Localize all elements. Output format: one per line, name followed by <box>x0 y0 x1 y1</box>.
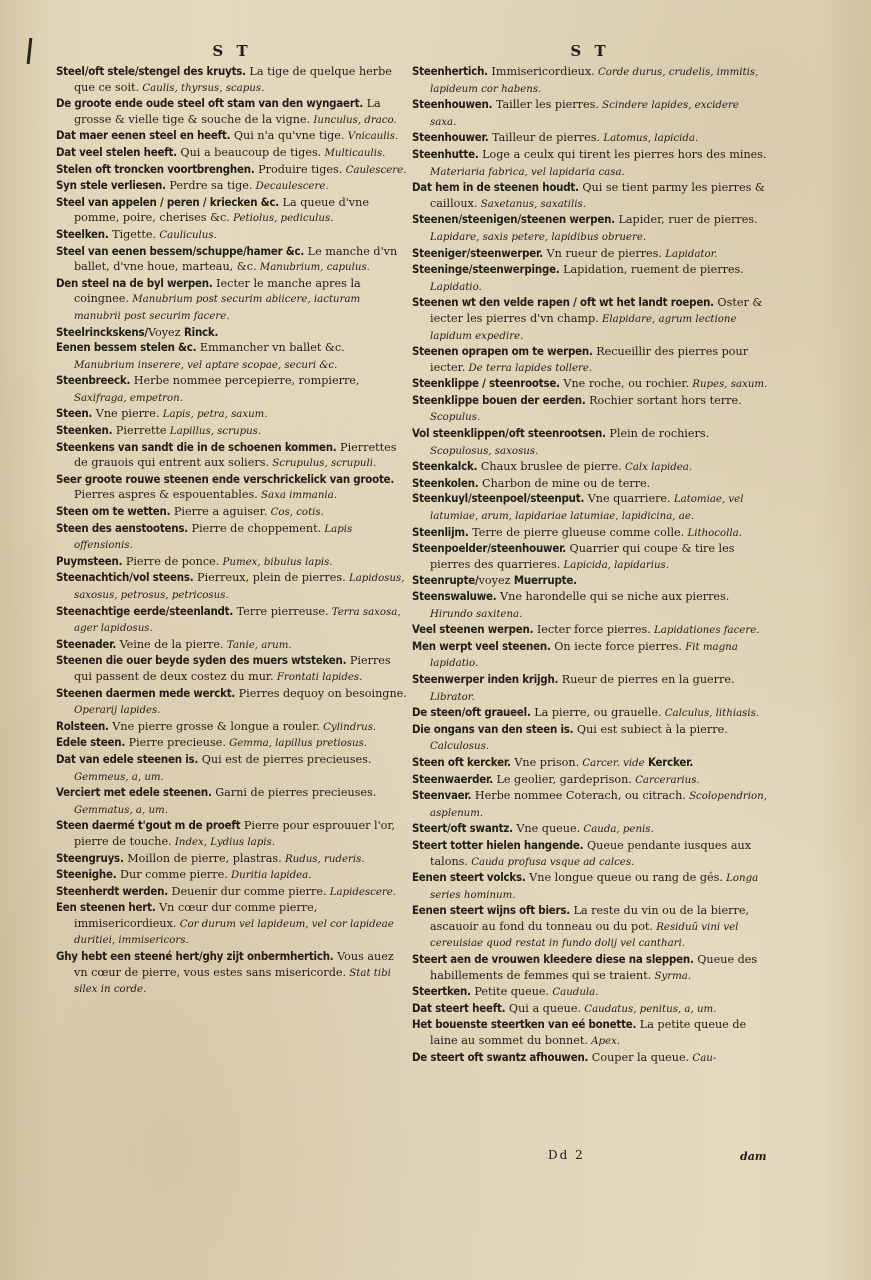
dictionary-entry <box>412 821 768 838</box>
headword: Veel steenen werpen. <box>412 622 534 637</box>
latin-gloss: Lapidosus, saxosus, petrosus, petricosus. <box>74 573 405 601</box>
latin-gloss: Scolopendrion, asplenum. <box>430 791 767 819</box>
headword: Steenen die ouer beyde syden des muers wtsteken. <box>56 653 347 668</box>
headword: Steenader. <box>56 636 117 651</box>
headword: Steenkolen. <box>412 475 479 490</box>
dictionary-entry <box>412 788 768 821</box>
headword: Steeninge/steenwerpinge. <box>412 262 560 277</box>
latin-gloss: Residuũ vini vel cereuisiae quod restat in fundo dolij vel canthari. <box>430 921 739 950</box>
french-gloss: Pierres aspres & espouentables. <box>74 488 258 502</box>
dictionary-entry <box>412 130 768 147</box>
headword: Steenhutte. <box>412 146 479 161</box>
headword: Den steel na de byl werpen. <box>56 275 213 290</box>
dictionary-entry <box>56 96 408 128</box>
latin-gloss: Latomus, lapicida. <box>600 133 699 145</box>
latin-gloss: Librator. <box>430 691 475 703</box>
reference-headword: Muerrupte. <box>510 573 577 588</box>
french-gloss: Lapider, ruer de pierres. <box>614 213 758 227</box>
french-gloss: Qui a queue. <box>505 1001 582 1015</box>
french-gloss: Pierrettes de grauois qui entrent aux soliers. <box>74 440 397 470</box>
french-gloss: Pierrette <box>112 424 167 438</box>
latin-gloss: Cau- <box>689 1052 717 1064</box>
latin-gloss: Saxa immania. <box>257 490 337 502</box>
headword: Syn stele verliesen. <box>56 178 166 193</box>
left-column <box>56 40 408 998</box>
dictionary-entry <box>56 423 408 440</box>
french-gloss: Loge a ceulx qui tirent les pierres hors des mines. <box>478 147 767 161</box>
french-gloss: Deuenir dur comme pierre. <box>167 884 327 898</box>
latin-gloss: Longa series hominum. <box>430 873 759 901</box>
headword: De groote ende oude steel oft stam van den wyngaert. <box>56 96 364 111</box>
french-gloss: Moillon de pierre, plastras. <box>123 851 282 865</box>
latin-gloss: Calx lapidea. <box>621 462 693 474</box>
dictionary-entry <box>412 147 768 180</box>
french-gloss: voyez <box>478 574 511 588</box>
french-gloss: Qui est subiect à la pierre. <box>573 722 728 736</box>
dictionary-entry <box>412 870 768 903</box>
latin-gloss: Gemmatus, a, um. <box>74 804 168 816</box>
dictionary-entry <box>412 246 768 263</box>
dictionary-entry <box>412 491 768 524</box>
dictionary-entry <box>56 504 408 521</box>
headword: Steenighe. <box>56 867 117 882</box>
dictionary-entry <box>56 785 408 818</box>
headword: Eenen steert wijns oft biers. <box>412 903 570 918</box>
headword: Eenen steert volcks. <box>412 870 526 885</box>
dictionary-entry <box>56 752 408 785</box>
latin-gloss: Cauliculus. <box>156 229 217 241</box>
latin-gloss: Duritia lapidea. <box>227 870 312 882</box>
latin-gloss: Saxetanus, saxatilis. <box>477 198 587 210</box>
dictionary-entry <box>412 589 768 622</box>
dictionary-entry <box>412 344 768 376</box>
latin-gloss: Lapillus, scrupus. <box>166 426 262 438</box>
headword: De steert oft swantz afhouwen. <box>412 1049 589 1064</box>
latin-gloss: Manubrium, capulus. <box>256 262 370 274</box>
headword: Steenvaer. <box>412 788 472 803</box>
headword: Steenklippe bouen der eerden. <box>412 392 586 407</box>
headword: Dat maer eenen steel en heeft. <box>56 128 231 143</box>
dictionary-entry <box>412 376 768 393</box>
dictionary-entry <box>412 622 768 639</box>
dictionary-entry <box>412 459 768 476</box>
headword: Steelrinckskens/ <box>56 324 148 339</box>
signature-mark: Dd 2 <box>548 1148 585 1162</box>
french-gloss: La pierre, ou grauelle. <box>530 706 662 720</box>
latin-gloss: Caulis, thyrsus, scapus. <box>139 82 265 94</box>
right-running-head: S T <box>570 42 610 60</box>
french-gloss: Chaux bruslee de pierre. <box>477 460 622 474</box>
headword: Steenkens van sandt die in de schoenen kommen. <box>56 439 337 454</box>
french-gloss: Tailler les pierres. <box>492 98 599 112</box>
dictionary-entry <box>56 276 408 325</box>
french-gloss: Lapidation, ruement de pierres. <box>559 263 744 277</box>
headword: Steengruys. <box>56 850 124 865</box>
dictionary-entry <box>412 1017 768 1049</box>
latin-gloss: Operarij lapides. <box>74 705 161 717</box>
latin-gloss: Rudus, ruderis. <box>281 853 365 865</box>
latin-gloss: Carcer. <box>579 757 620 769</box>
latin-gloss: Cos, cotis. <box>267 507 324 519</box>
dictionary-entry <box>56 604 408 637</box>
latin-gloss: Lapidator. <box>661 248 718 260</box>
dictionary-entry <box>412 262 768 295</box>
headword: Steel van appelen / peren / kriecken &c. <box>56 194 279 209</box>
headword: Stelen oft troncken voortbrenghen. <box>56 161 255 176</box>
headword: Steenachtich/vol steens. <box>56 570 194 585</box>
headword: Puymsteen. <box>56 553 123 568</box>
dictionary-entry <box>56 851 408 868</box>
latin-gloss: Petiolus, pediculus. <box>229 213 334 225</box>
dictionary-entry <box>56 900 408 949</box>
ink-mark <box>27 38 33 64</box>
dictionary-entry <box>56 162 408 179</box>
french-gloss: Vne harondelle qui se niche aux pierres. <box>496 590 730 603</box>
french-gloss: Recueillir des pierres pour iecter. <box>430 345 749 374</box>
latin-gloss: Lithocolla. <box>684 527 742 539</box>
dictionary-entry <box>412 1001 768 1018</box>
dictionary-entry <box>56 735 408 752</box>
latin-gloss: Hirundo saxitena. <box>430 608 523 620</box>
french-gloss: Pierre precieuse. <box>125 736 226 750</box>
dictionary-entry <box>56 373 408 406</box>
cross-reference: vide <box>619 757 645 769</box>
french-gloss: Vn rueur de pierres. <box>542 246 662 260</box>
french-gloss: Vne pierre grosse & longue a rouler. <box>108 719 320 733</box>
latin-gloss: Cauda, penis. <box>580 824 654 836</box>
headword: Steen oft kercker. <box>412 754 511 769</box>
french-gloss: Queue pendante iusques aux talons. <box>430 838 752 868</box>
french-gloss: Emmancher vn ballet &c. <box>196 341 345 355</box>
french-gloss: Iecter force pierres. <box>533 623 651 637</box>
headword: Steertken. <box>412 984 471 999</box>
latin-gloss: Lapidare, saxis petere, lapidibus obruere. <box>430 231 647 243</box>
latin-gloss: Cylindrus. <box>319 721 377 733</box>
dictionary-entry <box>412 755 768 772</box>
headword: Steenen daermen mede werckt. <box>56 685 236 700</box>
dictionary-entry <box>412 903 768 952</box>
latin-gloss: Manubrium inserere, vel aptare scopae, securi &c. <box>74 359 338 371</box>
dictionary-entry <box>56 340 408 373</box>
headword: Dat steert heeft. <box>412 1000 506 1015</box>
latin-gloss: Syrma. <box>651 970 692 982</box>
headword: Steenhouwer. <box>412 130 489 145</box>
dictionary-entry <box>412 525 768 542</box>
dictionary-entry <box>412 97 768 130</box>
french-gloss: Herbe nommee percepierre, rompierre, <box>130 374 360 388</box>
latin-gloss: Calculus, lithiasis. <box>661 708 760 720</box>
french-gloss: Le geolier, gardeprison. <box>492 772 632 786</box>
latin-gloss: Corde durus, crudelis, immitis, lapideum cor habens. <box>430 67 759 95</box>
latin-gloss: De terra lapides tollere. <box>465 362 593 374</box>
latin-gloss: Carcerarius. <box>631 774 700 786</box>
french-gloss: Rueur de pierres en la guerre. <box>558 672 735 686</box>
headword: Steenen oprapen om te werpen. <box>412 344 593 359</box>
dictionary-entry <box>56 554 408 571</box>
headword: Steenrupte/ <box>412 573 479 588</box>
dictionary-entry <box>412 838 768 870</box>
latin-gloss: Rupes, saxum. <box>689 379 768 391</box>
headword: Dat van edele steenen is. <box>56 751 199 766</box>
french-gloss: Plein de rochiers. <box>605 427 710 441</box>
dictionary-entry <box>56 64 408 96</box>
dictionary-entry <box>412 705 768 722</box>
headword: Steert/oft swantz. <box>412 821 513 836</box>
french-gloss: Terre de pierre glueuse comme colle. <box>468 525 685 539</box>
headword: Dat veel stelen heeft. <box>56 144 177 159</box>
french-gloss: Pierres dequoy on besoingne. <box>235 686 407 700</box>
dictionary-entry <box>412 180 768 212</box>
dictionary-entry <box>412 1050 768 1067</box>
french-gloss: Pierres qui passent de deux costez du mur. <box>74 654 391 683</box>
catchword: dam <box>740 1150 767 1163</box>
french-gloss: Vne queue. <box>512 822 581 836</box>
headword: Dat hem in de steenen houdt. <box>412 180 579 195</box>
latin-gloss: Materiaria fabrica, vel lapidaria casa. <box>430 166 625 178</box>
headword: Steert totter hielen hangende. <box>412 837 584 852</box>
french-gloss: Qui a beaucoup de tiges. <box>176 145 322 159</box>
latin-gloss: Terra saxosa, ager lapidosus. <box>74 606 401 635</box>
french-gloss: Petite queue. <box>470 985 550 999</box>
dictionary-entry <box>412 639 768 672</box>
headword: De steen/oft graueel. <box>412 705 531 720</box>
latin-gloss: Lapis, petra, saxum. <box>159 409 268 421</box>
headword: Steenlijm. <box>412 524 469 539</box>
latin-gloss: Lapis offensionis. <box>74 523 353 552</box>
dictionary-entry <box>412 393 768 426</box>
headword: Edele steen. <box>56 735 126 750</box>
french-gloss: Quarrier qui coupe & tire les pierres des quarrieres. <box>430 542 735 571</box>
latin-gloss: Frontati lapides. <box>273 671 363 683</box>
latin-gloss: Vnicaulis. <box>344 131 399 143</box>
headword: Steel/oft stele/stengel des kruyts. <box>56 64 246 78</box>
headword: Steenen wt den velde rapen / oft wt het landt roepen. <box>412 295 714 310</box>
dictionary-entry <box>412 64 768 97</box>
french-gloss: Terre pierreuse. <box>233 604 329 618</box>
dictionary-entry <box>56 227 408 244</box>
french-gloss: La reste du vin ou de la bierre, ascauoir au fond du tonneau ou du pot. <box>430 904 750 933</box>
reference-headword: Kercker. <box>644 754 694 769</box>
left-running-head: S T <box>212 42 252 60</box>
latin-gloss: Elapidare, agrum lectione lapidum expedire. <box>430 313 737 342</box>
headword: Steenwerper inden krijgh. <box>412 671 559 686</box>
french-gloss: Charbon de mine ou de terre. <box>478 476 651 490</box>
latin-gloss: Cor durum vel lapideum, vel cor lapideae duritiei, immisericors. <box>74 918 394 947</box>
latin-gloss: Cauda profusa vsque ad calces. <box>467 856 635 868</box>
dictionary-entry <box>56 325 408 341</box>
dictionary-entry <box>56 949 408 998</box>
french-gloss: Rochier sortant hors terre. <box>585 393 742 407</box>
french-gloss: Iecter le manche apres la coingnee. <box>74 276 361 306</box>
french-gloss: Le manche d'vn ballet, d'vne houe, marteau, &c. <box>74 244 398 274</box>
latin-gloss: Scopulus. <box>430 412 481 424</box>
latin-gloss: Caudula. <box>549 987 599 999</box>
french-gloss: Pierre de choppement. <box>188 521 322 535</box>
headword: Steenken. <box>56 423 113 438</box>
latin-gloss: Apex. <box>587 1036 621 1048</box>
latin-gloss: Pumex, bibulus lapis. <box>219 556 333 568</box>
dictionary-entry <box>56 884 408 901</box>
dictionary-entry <box>56 406 408 423</box>
headword: Die ongans van den steen is. <box>412 721 574 736</box>
headword: Steenen/steenigen/steenen werpen. <box>412 212 615 227</box>
latin-gloss: Gemma, lapillus pretiosus. <box>225 738 367 750</box>
headword: Steenhouwen. <box>412 97 493 112</box>
dictionary-entry <box>56 818 408 850</box>
latin-gloss: Lapidescere. <box>326 886 397 898</box>
french-gloss: Garni de pierres precieuses. <box>211 786 377 800</box>
latin-gloss: Scindere lapides, excidere saxa. <box>430 100 739 128</box>
headword: Steenklippe / steenrootse. <box>412 376 560 391</box>
latin-gloss: Calculosus. <box>430 741 490 753</box>
dictionary-entry <box>56 686 408 719</box>
latin-gloss: Latomiae, vel latumiae, arum, lapidariae latumiae, lapidicina, ae. <box>430 494 744 523</box>
latin-gloss: Decaulescere. <box>252 181 329 193</box>
reference-headword: Rinck. <box>180 324 219 339</box>
latin-gloss: Multicaulis. <box>321 147 386 159</box>
latin-gloss: Saxifraga, empetron. <box>74 392 183 404</box>
french-gloss: Voyez <box>147 325 181 339</box>
french-gloss: Vn cœur dur comme pierre, immisericordieux. <box>74 901 318 930</box>
headword: Steenachtige eerde/steenlandt. <box>56 603 234 618</box>
dictionary-entry <box>56 570 408 603</box>
dictionary-entry <box>412 476 768 492</box>
dictionary-entry <box>56 128 408 145</box>
french-gloss: Veine de la pierre. <box>116 637 224 651</box>
dictionary-entry <box>56 521 408 554</box>
french-gloss: Oster & iecter les pierres d'vn champ. <box>430 296 763 325</box>
dictionary-entry <box>412 772 768 789</box>
dictionary-entry <box>56 472 408 504</box>
dictionary-entry <box>56 653 408 685</box>
dictionary-entry <box>56 145 408 162</box>
french-gloss: La tige de quelque herbe que ce soit. <box>74 65 392 94</box>
dictionary-entry <box>412 426 768 459</box>
french-gloss: Vous auez vn cœur de pierre, vous estes sans misericorde. <box>74 950 394 979</box>
french-gloss: Produire tiges. <box>254 162 343 176</box>
headword: Steen des aenstootens. <box>56 520 188 535</box>
headword: Steel van eenen bessem/schuppe/hamer &c. <box>56 243 305 258</box>
headword: Steenswaluwe. <box>412 589 497 603</box>
french-gloss: Queue des habillements de femmes qui se traient. <box>430 953 758 982</box>
headword: Steen daermé t'gout m de proeft <box>56 818 241 833</box>
latin-gloss: Caudatus, penitus, a, um. <box>581 1003 717 1015</box>
headword: Steen. <box>56 406 93 421</box>
latin-gloss: Gemmeus, a, um. <box>74 771 164 783</box>
french-gloss: Qui n'a qu'vne tige. <box>230 129 345 143</box>
right-entry-list <box>412 64 768 1066</box>
headword: Vol steenklippen/oft steenrootsen. <box>412 426 606 441</box>
dictionary-entry <box>56 244 408 276</box>
french-gloss: La grosse & vielle tige & souche de la vigne. <box>74 97 381 126</box>
french-gloss: Tigette. <box>108 227 157 241</box>
dictionary-entry <box>56 719 408 736</box>
headword: Verciert met edele steenen. <box>56 785 212 800</box>
headword: Steenherdt werden. <box>56 883 168 898</box>
headword: Steert aen de vrouwen kleedere diese na sleppen. <box>412 952 694 967</box>
french-gloss: Dur comme pierre. <box>116 868 228 882</box>
latin-gloss: Manubrium post securim abiicere, iacturam manubrii post securim facere. <box>74 294 361 322</box>
latin-gloss: Scrupulus, scrupuli. <box>269 458 377 470</box>
headword: Steenkalck. <box>412 459 478 474</box>
headword: Men werpt veel steenen. <box>412 638 551 653</box>
latin-gloss: Stat tibi silex in corde. <box>74 967 391 996</box>
french-gloss: Vne longue queue ou rang de gés. <box>525 871 723 885</box>
dictionary-entry <box>56 867 408 884</box>
dictionary-entry <box>412 672 768 705</box>
headword: Steenbreeck. <box>56 373 131 388</box>
headword: Steenkuyl/steenpoel/steenput. <box>412 491 585 506</box>
latin-gloss: Scopulosus, saxosus. <box>430 445 539 457</box>
french-gloss: Vne pierre. <box>92 407 160 421</box>
headword: Steeniger/steenwerper. <box>412 245 543 260</box>
left-entry-list <box>56 64 408 998</box>
dictionary-entry <box>412 952 768 984</box>
latin-gloss: Caulescere. <box>342 164 407 176</box>
headword: Rolsteen. <box>56 718 109 733</box>
french-gloss: Pierreux, plein de pierres. <box>193 571 346 585</box>
french-gloss: Pierre a aguiser. <box>170 505 268 519</box>
dictionary-entry <box>56 637 408 654</box>
headword: Steelken. <box>56 226 109 241</box>
latin-gloss: Fit magna lapidatio. <box>430 641 738 670</box>
french-gloss: Pierre de ponce. <box>122 554 220 568</box>
dictionary-entry <box>56 440 408 472</box>
dictionary-entry <box>412 573 768 589</box>
dictionary-entry <box>412 295 768 344</box>
dictionary-entry <box>56 178 408 195</box>
latin-gloss: Iunculus, draco. <box>310 114 397 126</box>
right-column <box>412 40 768 1066</box>
headword: Steenhertich. <box>412 64 488 78</box>
latin-gloss: Lapidatio. <box>430 281 482 293</box>
headword: Steenpoelder/steenhouwer. <box>412 541 566 556</box>
headword: Steenwaerder. <box>412 771 493 786</box>
dictionary-entry <box>412 541 768 573</box>
headword: Eenen bessem stelen &c. <box>56 340 197 355</box>
french-gloss: Vne prison. <box>510 755 580 769</box>
headword: Seer groote rouwe steenen ende verschrickelick van groote. <box>56 471 395 486</box>
french-gloss: La petite queue de laine au sommet du bonnet. <box>430 1018 747 1048</box>
headword: Het bouenste steertken van eé bonette. <box>412 1017 637 1032</box>
dictionary-entry <box>412 212 768 245</box>
french-gloss: Couper la queue. <box>588 1050 690 1064</box>
headword: Een steenen hert. <box>56 900 156 915</box>
french-gloss: Tailleur de pierres. <box>488 131 601 145</box>
french-gloss: Immisericordieux. <box>487 65 595 78</box>
french-gloss: Qui est de pierres precieuses. <box>198 752 372 766</box>
french-gloss: Perdre sa tige. <box>165 179 253 193</box>
dictionary-entry <box>412 722 768 755</box>
french-gloss: Qui se tient parmy les pierres & cailloux. <box>430 181 765 210</box>
french-gloss: Herbe nommee Coterach, ou citrach. <box>471 789 686 803</box>
latin-gloss: Lapicida, lapidarius. <box>560 559 670 571</box>
latin-gloss: Index, Lydius lapis. <box>171 836 275 848</box>
french-gloss: Vne quarriere. <box>584 492 671 506</box>
latin-gloss: Tanie, arum. <box>223 639 292 651</box>
headword: Steen om te wetten. <box>56 504 171 519</box>
french-gloss: On iecte force pierres. <box>550 639 682 653</box>
dictionary-entry <box>56 195 408 227</box>
dictionary-entry <box>412 984 768 1001</box>
french-gloss: Vne roche, ou rochier. <box>559 377 690 391</box>
french-gloss: Pierre pour esprouuer l'or, pierre de touche. <box>74 819 396 848</box>
headword: Ghy hebt een steené hert/ghy zijt onbermhertich. <box>56 949 334 964</box>
french-gloss: La queue d'vne pomme, poire, cherises &c. <box>74 195 369 225</box>
latin-gloss: Lapidationes facere. <box>650 625 760 637</box>
